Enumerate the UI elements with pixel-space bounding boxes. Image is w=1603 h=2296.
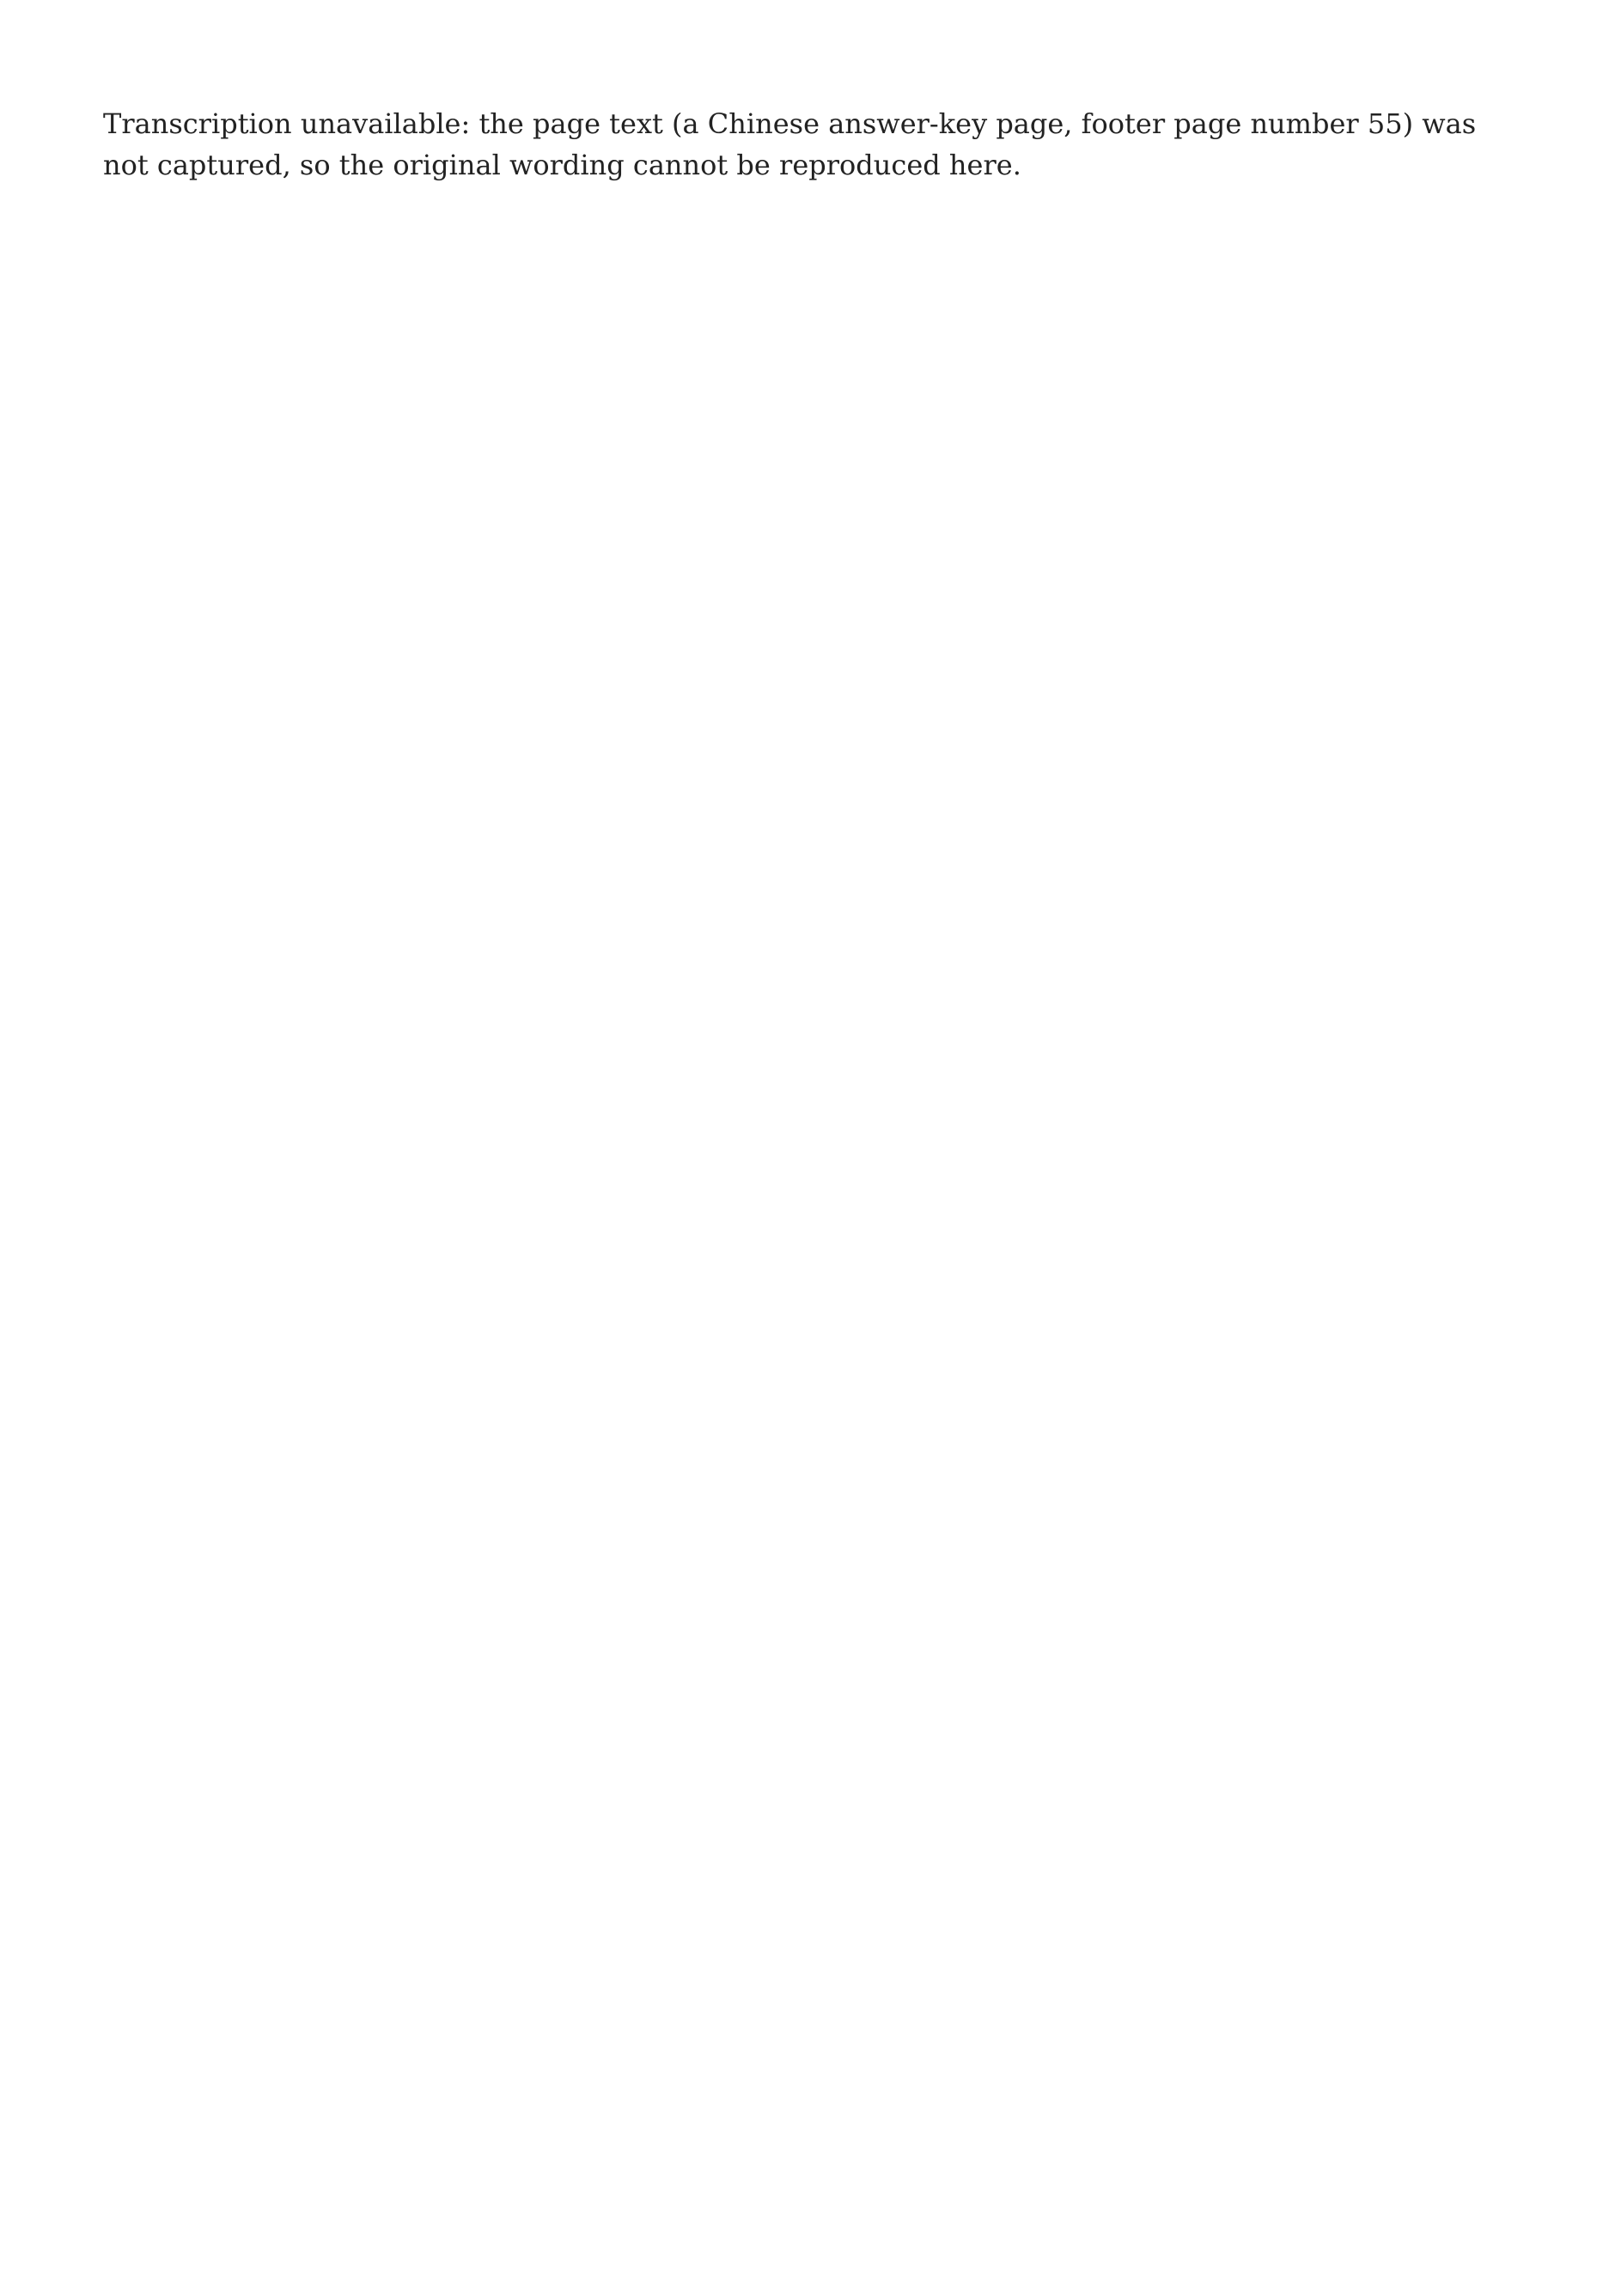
transcription-notice: Transcription unavailable: the page text (a Chinese answer-key page, footer page number 55) was not captured, so the original wording cannot be reproduced here. bbox=[103, 107, 1477, 181]
